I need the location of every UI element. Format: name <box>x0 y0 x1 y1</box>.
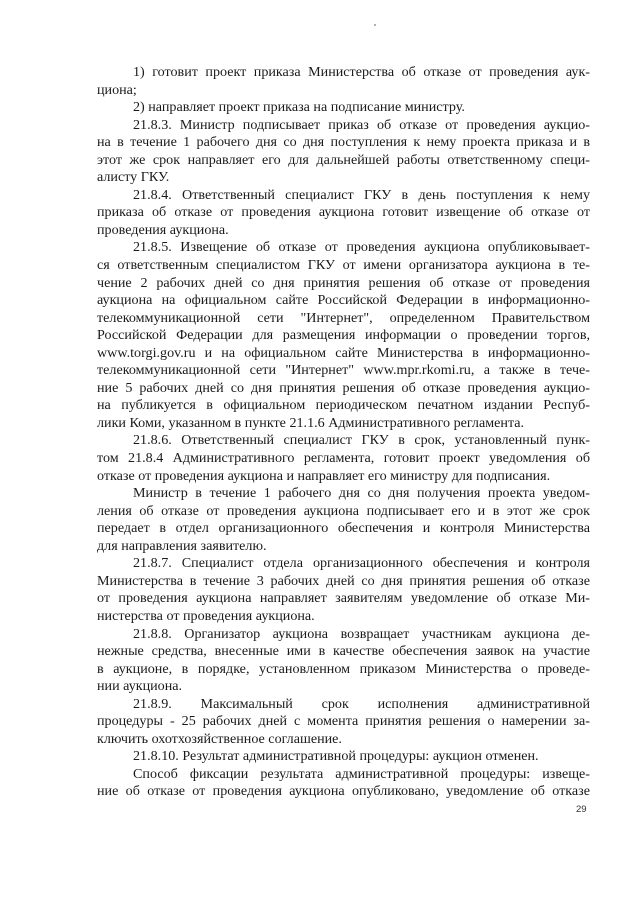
text-line: проведения аукциона. <box>97 221 229 238</box>
text-line: отказе от проведения аукциона и направляет его министру для подписания. <box>97 467 551 484</box>
text-line: 21.8.7. Специалист отдела организационного обеспечения и контроля <box>133 555 590 572</box>
text-line: телекоммуникационной сети "Интернет" www.mpr.rkomi.ru, а также в тече- <box>97 362 590 379</box>
text-line: 21.8.8. Организатор аукциона возвращает участникам аукциона де- <box>133 625 590 642</box>
text-line: нежные средства, внесенные ими в качестве обеспечения заявок на участие <box>97 643 590 660</box>
text-line: процедуры - 25 рабочих дней с момента принятия решения о намерении за- <box>97 713 590 730</box>
text-line: телекоммуникационной сети "Интернет", определенном Правительством <box>97 309 590 326</box>
text-line: на в течение 1 рабочего дня со дня поступления к нему проекта приказа и в <box>97 134 590 151</box>
text-line: 21.8.5. Извещение об отказе от проведения аукциона опубликовывает- <box>133 239 590 256</box>
text-line: 2) направляет проект приказа на подписание министру. <box>133 99 465 116</box>
paragraph-21-8-4 <box>97 187 590 240</box>
paragraph-minister-notice <box>97 485 590 555</box>
text-line: 21.8.3. Министр подписывает приказ об отказе от проведения аукцио- <box>133 116 590 133</box>
text-line: www.torgi.gov.ru и на официальном сайте Министерства в информационно- <box>97 344 590 361</box>
text-line: том 21.8.4 Административного регламента, готовит проект уведомления об <box>97 450 590 467</box>
text-line: алисту ГКУ. <box>97 169 170 186</box>
text-line: Российской Федерации для размещения информации о проведении торгов, <box>97 327 590 344</box>
text-line: 21.8.9. Максимальный срок исполнения административной <box>133 695 590 712</box>
text-line: на публикуется в официальном периодическом печатном издании Респуб- <box>97 397 590 414</box>
paragraph-1 <box>97 64 590 99</box>
text-line: в аукционе, в порядке, установленном приказом Министерства о проведе- <box>97 660 590 677</box>
paragraph-21-8-10 <box>97 748 590 766</box>
paragraph-21-8-8 <box>97 626 590 696</box>
paragraph-21-8-3 <box>97 117 590 187</box>
text-line: 21.8.10. Результат административной процедуры: аукцион отменен. <box>133 748 539 765</box>
document-body <box>97 64 590 801</box>
text-line: для направления заявителю. <box>97 537 267 554</box>
text-line: ления об отказе от проведения аукциона подписывает его и в этот же срок <box>97 502 590 519</box>
text-line: циона; <box>97 81 137 98</box>
text-line: 21.8.6. Ответственный специалист ГКУ в срок, установленный пунк- <box>133 432 590 449</box>
text-line: 21.8.4. Ответственный специалист ГКУ в день поступления к нему <box>133 186 590 203</box>
text-line: Способ фиксации результата административной процедуры: извеще- <box>133 765 590 782</box>
text-line: нии аукциона. <box>97 678 183 695</box>
paragraph-2 <box>97 99 590 117</box>
text-line: аукциона на официальном сайте Российской Федерации в информационно- <box>97 292 590 309</box>
text-line: лики Коми, указанном в пункте 21.1.6 Административного регламента. <box>97 414 525 431</box>
page-number: 29 <box>576 804 587 815</box>
paragraph-21-8-5 <box>97 239 590 432</box>
text-line: ние 5 рабочих дней со дня принятия решения об отказе проведения аукцио- <box>97 379 590 396</box>
text-line: чение 2 рабочих дней со дня принятия решения об отказе от проведения <box>97 274 590 291</box>
paragraph-21-8-9 <box>97 696 590 749</box>
text-line: от проведения аукциона направляет заявителям уведомление об отказе Ми- <box>97 590 590 607</box>
text-line: нистерства от проведения аукциона. <box>97 607 315 624</box>
text-line: Министерства в течение 3 рабочих дней со дня принятия решения об отказе <box>97 572 590 589</box>
text-line: передает в отдел организационного обеспечения и контроля Министерства <box>97 520 590 537</box>
text-line: ключить охотхозяйственное соглашение. <box>97 730 342 747</box>
text-line: 1) готовит проект приказа Министерства об отказе от проведения аук- <box>133 64 590 80</box>
paragraph-21-8-7 <box>97 555 590 625</box>
text-line: этот же срок направляет его для дальнейшей работы ответственному специ- <box>97 151 590 168</box>
text-line: ся ответственным специалистом ГКУ от имени организатора аукциона в те- <box>97 257 590 274</box>
paragraph-21-8-6 <box>97 432 590 485</box>
text-line: ние об отказе от проведения аукциона опубликовано, уведомление об отказе <box>97 783 590 800</box>
text-line: Министр в течение 1 рабочего дня со дня получения проекта уведом- <box>133 485 590 502</box>
paragraph-fixation-method <box>97 766 590 801</box>
text-line: приказа об отказе от проведения аукциона готовит извещение об отказе от <box>97 204 590 221</box>
scan-speck <box>374 24 376 26</box>
